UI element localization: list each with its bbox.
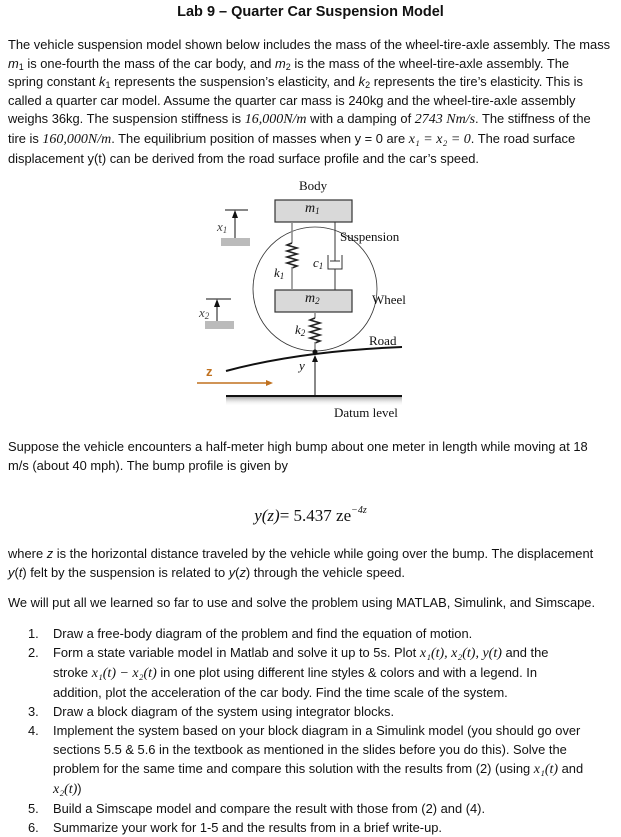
m2-label: $m_2$ — [305, 291, 320, 306]
task-item-6: 6. Summarize your work for 1-5 and the results from in a brief write-up. — [28, 820, 443, 835]
page-title: Lab 9 – Quarter Car Suspension Model — [177, 4, 444, 20]
intro-line-2: $m_1$ is one-fourth the mass of the car body, and $m_2$ is the mass of the wheel-tire-axle assembly. The — [8, 55, 570, 72]
task-item-1: 1. Draw a free-body diagram of the problem and find the equation of motion. — [28, 626, 473, 641]
bump-equation: y(z)= 5.437 $ze^{-4z}$ — [254, 505, 367, 525]
where-line-2: y(t) felt by the suspension is related to y(z) through the vehicle speed. — [8, 564, 406, 580]
quarter-car-diagram — [180, 175, 440, 425]
intro-paragraph — [8, 36, 616, 168]
bump-line-2: m/s (about 40 mph). The bump profile is given by — [8, 457, 288, 473]
intro-line-4: called a quarter car model. Assume the quarter car mass is 240kg and the wheel-tire-axle assembly — [8, 92, 576, 108]
task-item-2: 2. Form a state variable model in Matlab and solve it up to 5s. Plot x₁(t), x₂(t), y(t) and the stroke x₁(t) − x₂(t) in one plot using different line styles & colors and with a legend. In addition, plot the acceleration of the car body. Find the time scale of the system. — [28, 645, 549, 700]
tools-line: We will put all we learned so far to use and solve the problem using MATLAB, Simulink, and Simscape. — [8, 595, 596, 610]
k2-label: $k_2$ — [295, 322, 306, 338]
c1-label: $c_1$ — [313, 255, 324, 271]
k1-label: $k_1$ — [274, 265, 285, 281]
task-item-4: 4. Implement the system based on your block diagram in a Simulink model (you should go over sections 5.5 & 5.6 in the textbook as mentioned in the slides before you do this). Solve the problem for the same time and compare this solution with the results from (2) (using x₁(t) and x₂(t)) — [28, 723, 584, 797]
datum-level-label: Datum level — [334, 405, 398, 420]
x1-label: $x_1$ — [217, 219, 228, 235]
task-list — [0, 624, 621, 837]
spring-k2 — [310, 318, 320, 343]
intro-line-5: weighs 36kg. The suspension stiffness is 16,000N/m with a damping of 2743 Nm/s. The stiffness of the — [8, 111, 591, 128]
y-label: y — [299, 358, 305, 373]
wheel-label: Wheel — [372, 292, 406, 307]
m1-label: $m_1$ — [305, 201, 320, 216]
intro-line-6: tire is 160,000N/m. The equilibrium position of masses when y = 0 are x₁ = x₂ = 0. The road surface — [8, 130, 576, 147]
x2-label: $x_2$ — [199, 305, 210, 321]
task-item-5: 5. Build a Simscape model and compare the result with those from (2) and (4). — [28, 801, 486, 816]
body-label: Body — [299, 178, 328, 193]
task-item-3: 3. Draw a block diagram of the system using integrator blocks. — [28, 704, 395, 719]
intro-line-3: spring constant $k_1$ represents the suspension’s elasticity, and $k_2$ represents the tire’s elasticity. This is — [8, 74, 583, 91]
intro-line-1: The vehicle suspension model shown below includes the mass of the wheel-tire-axle assembly. The mass — [8, 37, 611, 52]
z-label: z — [206, 364, 213, 379]
where-paragraph — [8, 545, 616, 582]
intro-line-7: displacement y(t) can be derived from the road surface profile and the car’s speed. — [8, 150, 479, 166]
road-label: Road — [369, 333, 397, 348]
suspension-label: Suspension — [340, 229, 400, 244]
bump-paragraph — [8, 438, 616, 475]
wheel-circle — [253, 227, 377, 351]
where-line-1: where z is the horizontal distance traveled by the vehicle while going over the bump. The displacement — [8, 546, 594, 561]
spring-k1 — [287, 243, 297, 268]
bump-line-1: Suppose the vehicle encounters a half-meter high bump about one meter in length while moving at 18 — [8, 439, 588, 454]
